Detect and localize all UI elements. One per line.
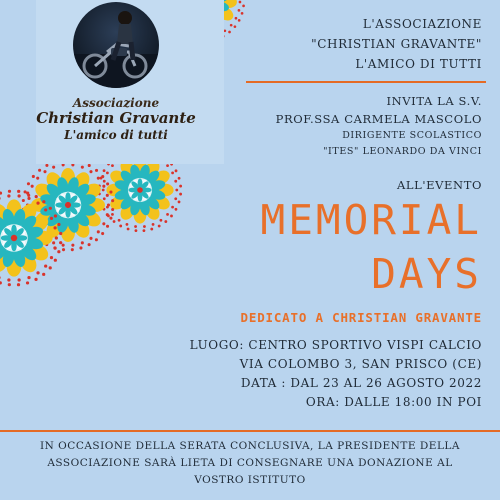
logo-line-2: Christian Gravante <box>36 109 196 127</box>
event-dedication: DEDICATO A CHRISTIAN GRAVANTE <box>240 310 482 325</box>
event-place: LUOGO: CENTRO SPORTIVO VISPI CALCIO <box>189 338 482 352</box>
event-date: DATA : DAL 23 AL 26 AGOSTO 2022 <box>240 376 482 390</box>
association-logo <box>36 0 224 164</box>
event-time: ORA: DALLE 18:00 IN POI <box>305 395 482 409</box>
invite-line-1: INVITA LA S.V. <box>386 94 482 108</box>
logo-line-1: Associazione <box>72 96 160 110</box>
header-line-2: "CHRISTIAN GRAVANTE" <box>311 37 482 51</box>
event-intro: ALL'EVENTO <box>397 178 482 192</box>
footer-line-1: IN OCCASIONE DELLA SERATA CONCLUSIVA, LA PRESIDENTE DELLA <box>40 440 460 452</box>
logo-line-3: L'amico di tutti <box>64 128 168 142</box>
invite-line-3: DIRIGENTE SCOLASTICO <box>342 130 482 141</box>
footer-note <box>10 438 490 489</box>
header-line-3: L'AMICO DI TUTTI <box>355 57 482 71</box>
event-address: VIA COLOMBO 3, SAN PRISCO (CE) <box>239 357 482 371</box>
footer-line-2: ASSOCIAZIONE SARÀ LIETA DI CONSEGNARE UNA DONAZIONE AL <box>47 457 453 469</box>
motorcycle-rider-icon <box>73 2 159 88</box>
logo-photo <box>73 2 159 88</box>
header-line-1: L'ASSOCIAZIONE <box>362 17 482 31</box>
divider-bottom <box>0 430 500 432</box>
invite-line-4: "ITES" LEONARDO DA VINCI <box>323 146 482 157</box>
footer-line-3: VOSTRO ISTITUTO <box>194 474 306 486</box>
divider-top <box>246 81 486 83</box>
event-title-line-2: DAYS <box>371 250 482 298</box>
event-title-line-1: MEMORIAL <box>260 196 482 244</box>
invite-line-2: PROF.SSA CARMELA MASCOLO <box>275 112 482 126</box>
